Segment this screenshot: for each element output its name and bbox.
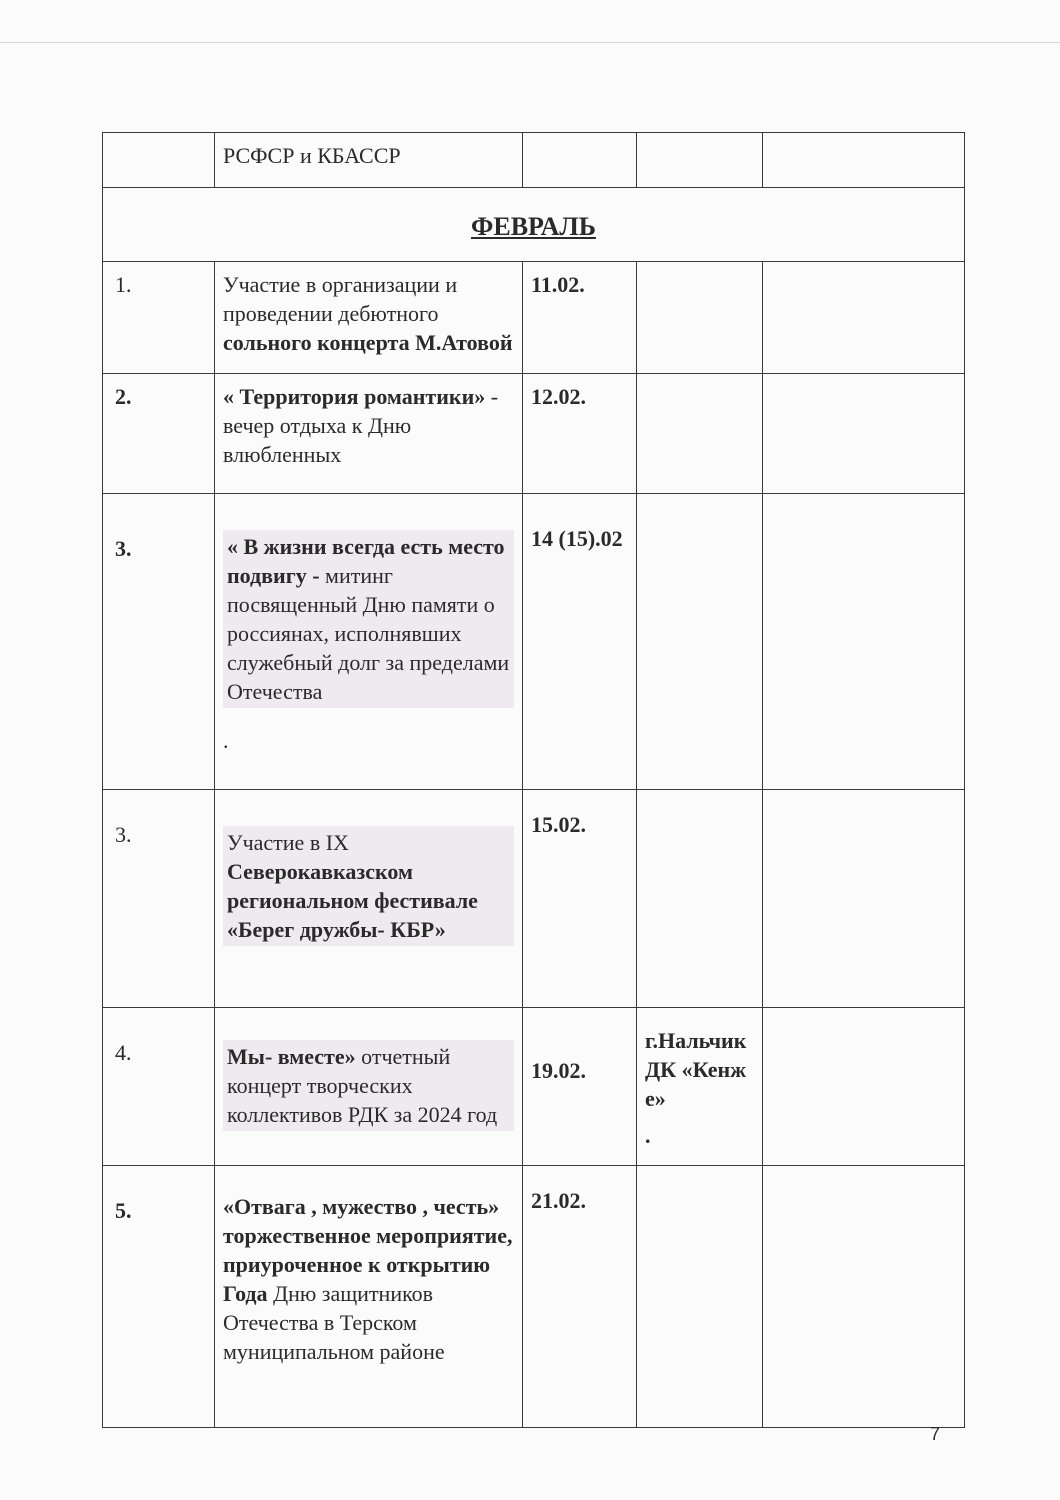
table-row xyxy=(103,1008,965,1166)
number-cell xyxy=(103,133,215,188)
scan-edge-line xyxy=(0,42,1060,43)
event-cell xyxy=(215,374,523,494)
event-text: Участие в организации и проведении дебютного xyxy=(223,272,458,326)
row-number: 4. xyxy=(103,1008,215,1166)
month-heading: ФЕВРАЛЬ xyxy=(103,188,965,262)
event-text-block xyxy=(223,1040,514,1131)
place-cell xyxy=(637,374,763,494)
responsible-cell xyxy=(763,262,965,374)
responsible-cell xyxy=(763,133,965,188)
row-number: 3. xyxy=(103,494,215,790)
responsible-cell xyxy=(763,790,965,1008)
place-cell xyxy=(637,262,763,374)
place-text: г.Нальчик ДК «Кенже» xyxy=(645,1028,747,1111)
responsible-cell xyxy=(763,1008,965,1166)
date-cell: 19.02. xyxy=(523,1008,637,1166)
stray-mark: . xyxy=(645,1123,651,1148)
date-cell: 12.02. xyxy=(523,374,637,494)
event-title: Северокавказском региональном фестивале «Берег дружбы- КБР» xyxy=(227,859,478,942)
page-number: 7 xyxy=(930,1424,941,1444)
table-row xyxy=(103,494,965,790)
date-cell: 11.02. xyxy=(523,262,637,374)
event-cell xyxy=(215,790,523,1008)
stray-mark: . xyxy=(223,728,229,753)
event-text: - вечер отдыха к Дню влюбленных xyxy=(223,384,499,467)
place-cell xyxy=(637,1008,763,1166)
event-text: отчетный концерт творческих коллективов РДК за 2024 год xyxy=(227,1044,498,1127)
responsible-cell xyxy=(763,1166,965,1428)
event-text: Дню защитников Отечества в Терском муниципальном районе xyxy=(223,1281,445,1364)
table-row xyxy=(103,790,965,1008)
schedule-table xyxy=(102,132,964,1428)
place-cell xyxy=(637,790,763,1008)
date-cell: 21.02. xyxy=(523,1166,637,1428)
event-text: митинг посвященный Дню памяти о россиянах, исполнявших служебный долг за пределами Отечества xyxy=(227,563,510,704)
row-number: 3. xyxy=(103,790,215,1008)
event-title: «Отвага , мужество , честь» торжественное мероприятие, приуроченное к открытию Года xyxy=(223,1194,513,1306)
responsible-cell xyxy=(763,374,965,494)
event-title: « Территория романтики» xyxy=(223,384,486,409)
row-number: 2. xyxy=(103,374,215,494)
place-cell xyxy=(637,1166,763,1428)
row-number: 1. xyxy=(103,262,215,374)
event-title: « В жизни всегда есть место подвигу - xyxy=(227,534,505,588)
place-cell xyxy=(637,133,763,188)
event-text-block xyxy=(223,826,514,946)
row-number: 5. xyxy=(103,1166,215,1428)
event-cell xyxy=(215,1166,523,1428)
responsible-cell xyxy=(763,494,965,790)
event-title: Мы- вместе» xyxy=(227,1044,356,1069)
event-cell: РСФСР и КБАССР xyxy=(215,133,523,188)
event-text: Участие в IX xyxy=(227,830,349,855)
place-cell xyxy=(637,494,763,790)
event-cell xyxy=(215,1008,523,1166)
table-row xyxy=(103,133,965,188)
event-text-block xyxy=(223,530,514,708)
event-cell xyxy=(215,262,523,374)
event-title: сольного концерта М.Атовой xyxy=(223,330,513,355)
date-cell: 15.02. xyxy=(523,790,637,1008)
table-row xyxy=(103,1166,965,1428)
month-row xyxy=(103,188,965,262)
date-cell xyxy=(523,133,637,188)
table-row xyxy=(103,374,965,494)
table-row xyxy=(103,262,965,374)
event-cell xyxy=(215,494,523,790)
date-cell: 14 (15).02 xyxy=(523,494,637,790)
